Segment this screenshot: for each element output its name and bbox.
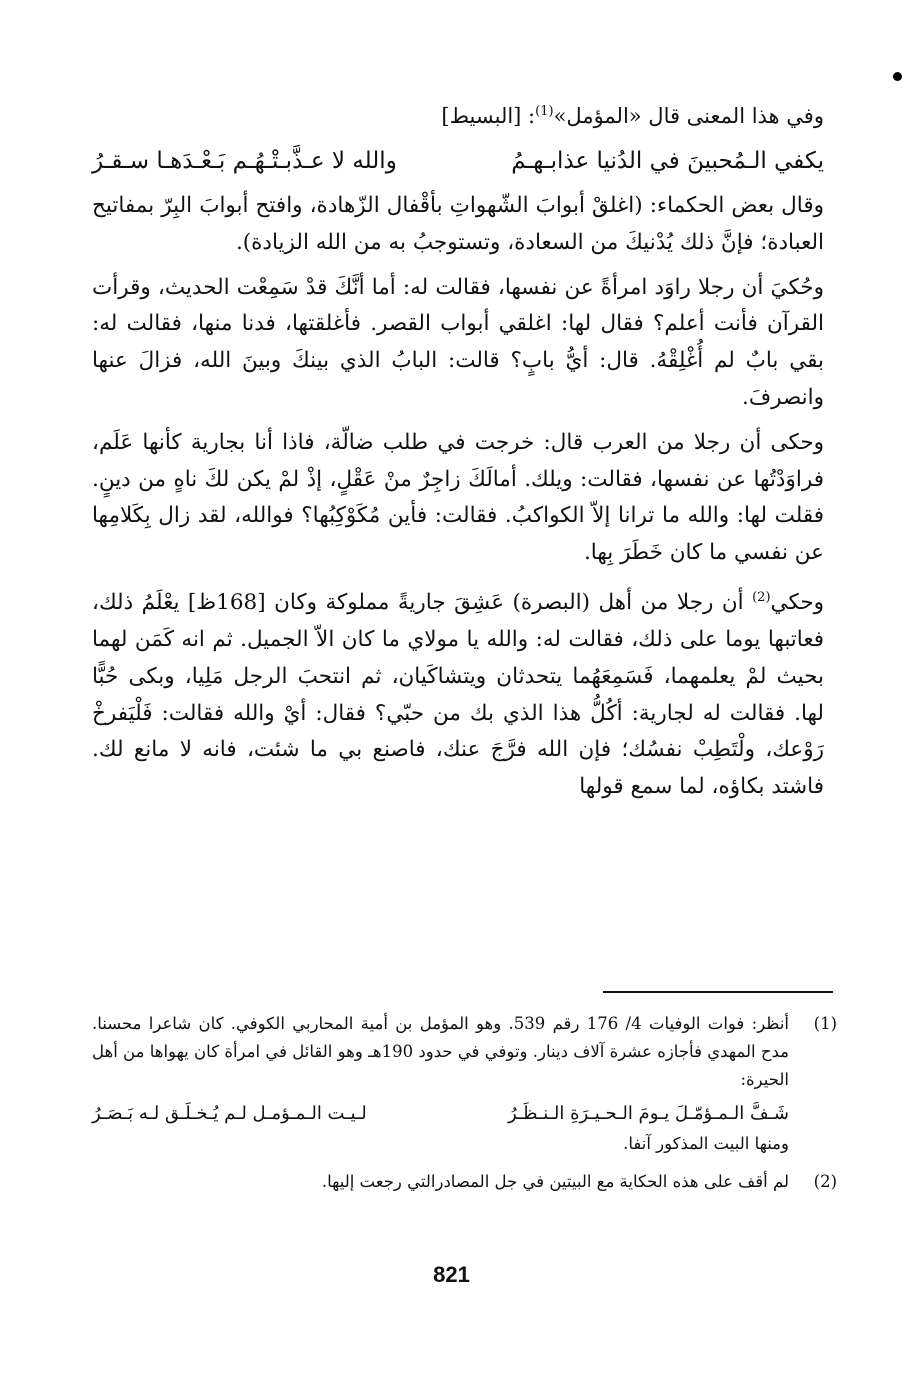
- intro-line: [92, 92, 824, 136]
- intro-text: وفي هذا المعنى قال «المؤمل»: [553, 104, 824, 128]
- verse-hemistich-2: والله لا عـذَّبـتْـهُـم بَـعْـدَهـا سـقـرُ: [92, 148, 397, 174]
- paragraph-story-2: وحكى أن رجلا من العرب قال: خرجت في طلب ضالّة، فاذا أنا بجارية كأنها عَلَم، فراوَدْتُها عن نفسها، فقالت: ويلك. أمالَكَ زاجِرٌ منْ عَقْلٍ، إذْ لمْ يكن لكَ ناهٍ من دينٍ. فقلت لها: والله ما ترانا إلاّ الكواكبُ. فقالت: فأين مُكَوْكِبُها؟ فوالله، لقد زال بِكَلامِها عن نفسي ما كان خَطَرَ بِها.: [92, 429, 824, 566]
- footnote-ref-1[interactable]: (1): [535, 104, 554, 119]
- footnote-text: أنظر: فوات الوفيات 4/ 176 رقم 539. وهو المؤمل بن أمية المحاربي الكوفي. كان شاعرا محسنا. مدح المهدي فأجازه عشرة آلاف دينار. وتوفي في حدود 190هـ وهو القائل في امرأة كان يهواها من أهل الحيرة:: [92, 1014, 790, 1089]
- paragraph-wisdom: وقال بعض الحكماء: (اغلقْ أبوابَ الشّهواتِ بأقْفال الزّهادة، وافتح أبوابَ البِرّ بمفاتيح العبادة؛ فإنَّ ذلك يُدْنيكَ من السعادة، وتستوجبُ به من الله الزيادة).: [92, 193, 824, 255]
- main-text: [92, 92, 824, 814]
- footnotes: [92, 1010, 837, 1200]
- paragraph-story-3: [92, 580, 824, 806]
- page-number: 821: [433, 1262, 470, 1287]
- margin-mark: [893, 72, 902, 81]
- footnote-verse: [92, 1100, 789, 1128]
- paragraph-story-1: وحُكيَ أن رجلا راوَد امرأةً عن نفسها، فقالت له: أما أنَّكَ قدْ سَمِعْت الحديث، وقرأت القرآن فأنت أعلم؟ فقال لها: اغلقي أبواب القصر. فأغلقتها، فدنا منها، فقالت له: بقي بابٌ لم أُغْلِقْهُ. قال: أيُّ بابٍ؟ قالت: البابُ الذي بينكَ وبينَ الله، فزالَ عنها وانصرفَ.: [92, 274, 824, 410]
- intro-meter: : [البسيط]: [441, 104, 536, 128]
- footnote-after: ومنها البيت المذكور آنفا.: [623, 1134, 789, 1153]
- verse-line: [92, 140, 824, 182]
- verse-hemistich-1: يكفي الـمُحبينَ في الدُنيا عذابـهـمُ: [511, 148, 824, 174]
- footnote-1: [92, 1010, 837, 1158]
- paragraph-story-3-start: وحكي: [770, 590, 824, 616]
- footnote-verse-1: شَـفَّ الـمـؤمّـلَ يـومَ الـحـيـرَةِ الـنـظَـرُ: [507, 1103, 789, 1124]
- footnote-verse-2: لـيـت الـمـؤمـل لـم يُـخـلَـق لـه بَـصَـرُ: [92, 1103, 367, 1124]
- footnote-body: لم أقف على هذه الحكاية مع البيتين في جل المصادرالتي رجعت إليها.: [321, 1172, 789, 1191]
- footnote-body: [92, 1010, 789, 1158]
- footnote-ref-2[interactable]: (2): [752, 589, 771, 605]
- footnote-divider: [603, 991, 833, 993]
- footnote-number: (1): [813, 1014, 837, 1033]
- footnote-number: (2): [813, 1172, 837, 1191]
- paragraph-story-3-text: أن رجلا من أهل (البصرة) عَشِقَ جاريةً مملوكة وكان [168ظ] يعْلَمُ ذلك، فعاتبها يوما على ذلك، فقالت له: والله يا مولاي ما كان الاّ الجميل. ثم انه كَمَن لهما بحيث لمْ يعلمهما، فَسَمِعَهُما يتحدثان ويتشاكَيان، ثم انتحبَ الرجل مَلِيا، وبكى حُبًّا لها. فقالت له لجارية: أكُلُّ هذا الذي بك من حبّي؟ فقال: أيْ والله فقالت: فَلْيَفرخْ رَوْعك، ولْتَطِبْ نفسُك؛ فإن الله فرَّجَ عنك، فاصنع بي ما شئت، فانه لا مانع لك. فاشتد بكاؤه، لما سمع قولها: [92, 590, 824, 800]
- footnote-2: [92, 1168, 837, 1196]
